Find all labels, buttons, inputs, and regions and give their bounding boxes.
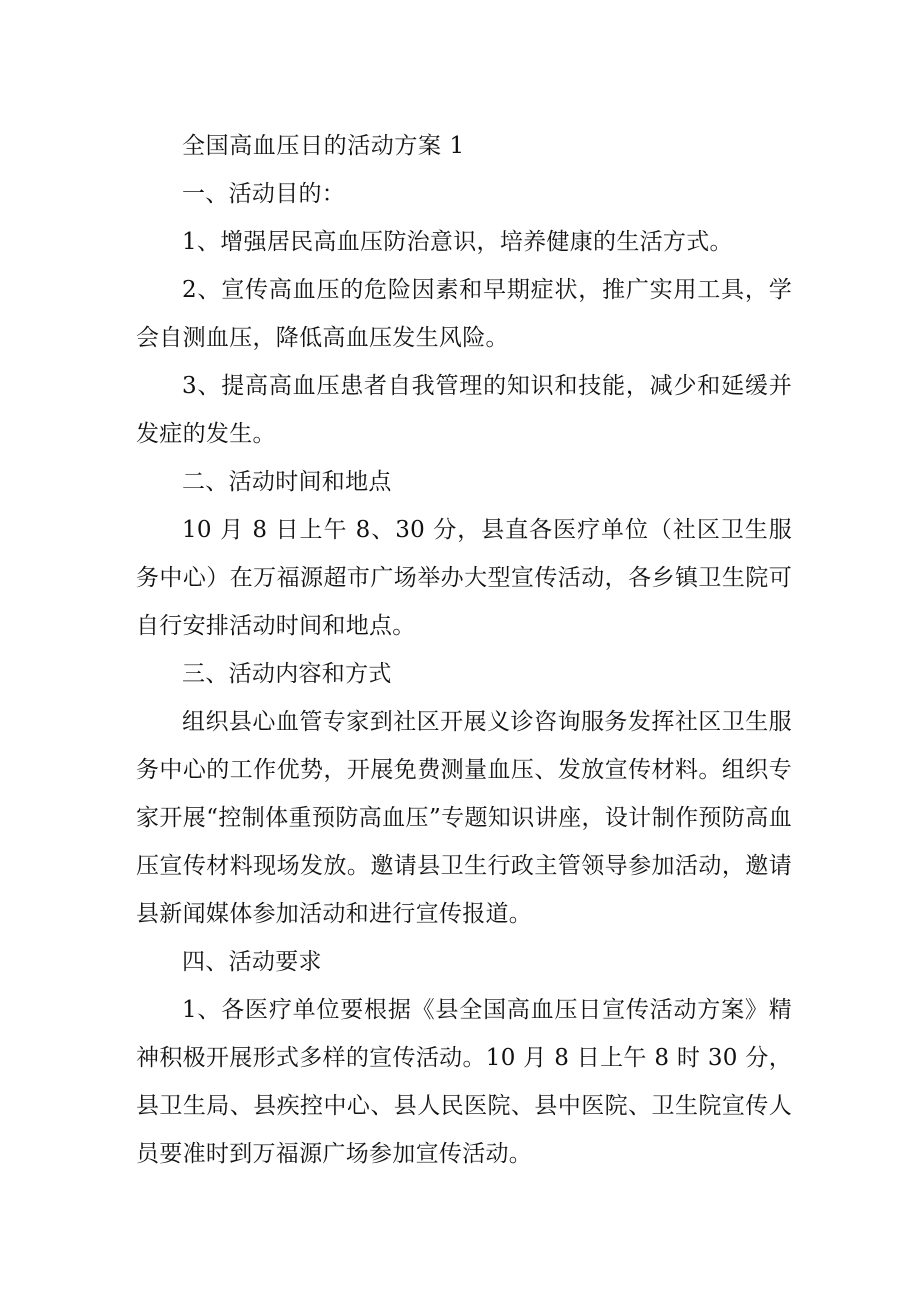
document-title: 全国高血压日的活动方案 1 [182,133,465,159]
paragraph: 组织县心血管专家到社区开展义诊咨询服务发挥社区卫生服务中心的工作优势，开展免费测量血压、发放宣传材料。组织专家开展“控制体重预防高血压”专题知识讲座，设计制作预防高血压宣传材料现场发放。邀请县卫生行政主管领导参加活动，邀请县新闻媒体参加活动和进行宣传报道。 [136,709,792,927]
section-heading-requirements: 四、活动要求 [182,949,322,975]
section-heading-purpose: 一、活动目的： [182,181,346,207]
section-heading-time-location: 二、活动时间和地点 [182,469,392,495]
paragraph: 2、宣传高血压的危险因素和早期症状，推广实用工具，学会自测血压，降低高血压发生风险。 [136,277,792,351]
paragraph: 3、提高高血压患者自我管理的知识和技能，减少和延缓并发症的发生。 [136,373,792,447]
paragraph: 1、各医疗单位要根据《县全国高血压日宣传活动方案》精神积极开展形式多样的宣传活动。10 月 8 日上午 8 时 30 分，县卫生局、县疾控中心、县人民医院、县中医院、卫生院宣传人员要准时到万福源广场参加宣传活动。 [136,997,792,1167]
section-heading-content-method: 三、活动内容和方式 [182,661,392,687]
paragraph: 10 月 8 日上午 8、30 分，县直各医疗单位（社区卫生服务中心）在万福源超市广场举办大型宣传活动，各乡镇卫生院可自行安排活动时间和地点。 [136,517,792,639]
document-body [136,122,792,1178]
paragraph: 1、增强居民高血压防治意识，培养健康的生活方式。 [182,229,733,255]
